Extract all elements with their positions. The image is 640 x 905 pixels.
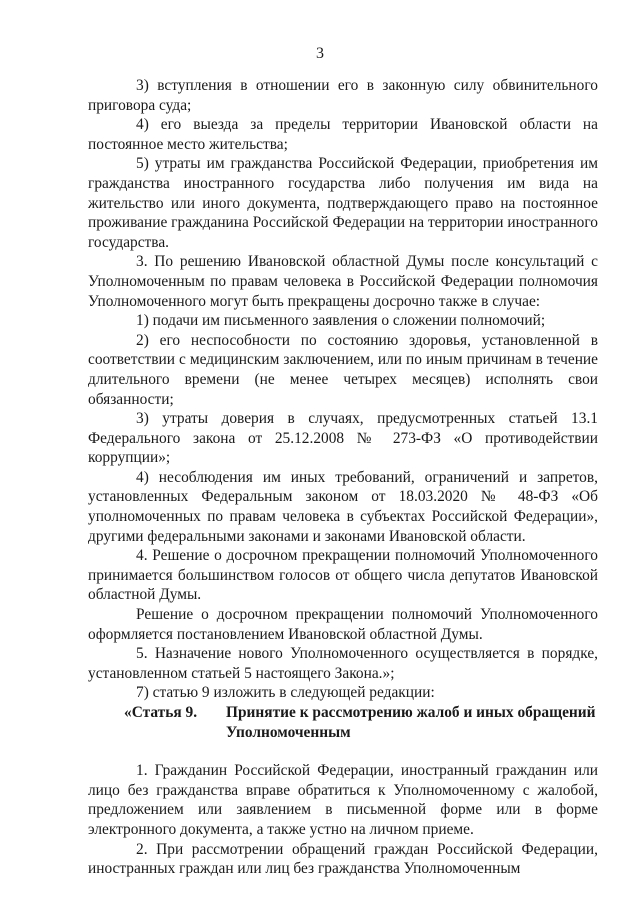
paragraph: 4) несоблюдения им иных требований, ограничений и запретов, установленных Федеральным законом от 18.03.2020 № 48-ФЗ «Об уполномоченных по правам человека в субъектах Российской Федерации», другими федеральными законами и законами Ивановской области. bbox=[88, 468, 598, 545]
paragraph: 3) вступления в отношении его в законную силу обвинительного приговора суда; bbox=[88, 77, 598, 114]
paragraph: 1) подачи им письменного заявления о сложении полномочий; bbox=[136, 312, 546, 330]
document-body bbox=[88, 76, 598, 879]
article-heading bbox=[88, 703, 598, 742]
paragraph: Решение о досрочном прекращении полномочий Уполномоченного оформляется постановлением Ивановской областной Думы. bbox=[88, 606, 598, 643]
paragraph: 7) статью 9 изложить в следующей редакции: bbox=[136, 684, 435, 702]
article-number: «Статья 9. bbox=[124, 704, 198, 721]
paragraph: 2. При рассмотрении обращений граждан Российской Федерации, иностранных граждан или лиц без гражданства Уполномоченным bbox=[88, 840, 598, 878]
paragraph: 5) утраты им гражданства Российской Федерации, приобретения им гражданства иностранного государства либо получения им вида на жительство или иного документа, подтверждающего право на постоянное проживание гражданина Российской Федерации на территории иностранного государства. bbox=[88, 155, 598, 251]
page-number: 3 bbox=[316, 45, 324, 62]
paragraph: 1. Гражданин Российской Федерации, иностранный гражданин или лицо без гражданства вправе обратиться к Уполномоченному с жалобой, предложением или заявлением в письменной форме или в форме электронного документа, а также устно на личном приеме. bbox=[88, 762, 598, 838]
article-title: Принятие к рассмотрению жалоб и иных обращений Уполномоченным bbox=[226, 704, 596, 741]
paragraph: 4) его выезда за пределы территории Ивановской области на постоянное место жительства; bbox=[88, 116, 598, 153]
paragraph: 2) его неспособности по состоянию здоровья, установленной в соответствии с медицинским заключением, или по иным причинам в течение длительного времени (не менее четырех месяцев) исполнять свои обязанности; bbox=[88, 331, 598, 408]
paragraph: 4. Решение о досрочном прекращении полномочий Уполномоченного принимается большинством голосов от общего числа депутатов Ивановской областной Думы. bbox=[88, 547, 598, 604]
blank-line bbox=[88, 742, 598, 761]
paragraph: 3) утраты доверия в случаях, предусмотренных статьей 13.1 Федерального закона от 25.12.2008 № 273-ФЗ «О противодействии коррупции»; bbox=[88, 410, 598, 467]
paragraph: 5. Назначение нового Уполномоченного осуществляется в порядке, установленном статьей 5 настоящего Закона.»; bbox=[88, 645, 598, 682]
paragraph: 3. По решению Ивановской областной Думы после консультаций с Уполномоченным по правам человека в Российской Федерации полномочия Уполномоченного могут быть прекращены досрочно также в случае: bbox=[88, 253, 598, 310]
